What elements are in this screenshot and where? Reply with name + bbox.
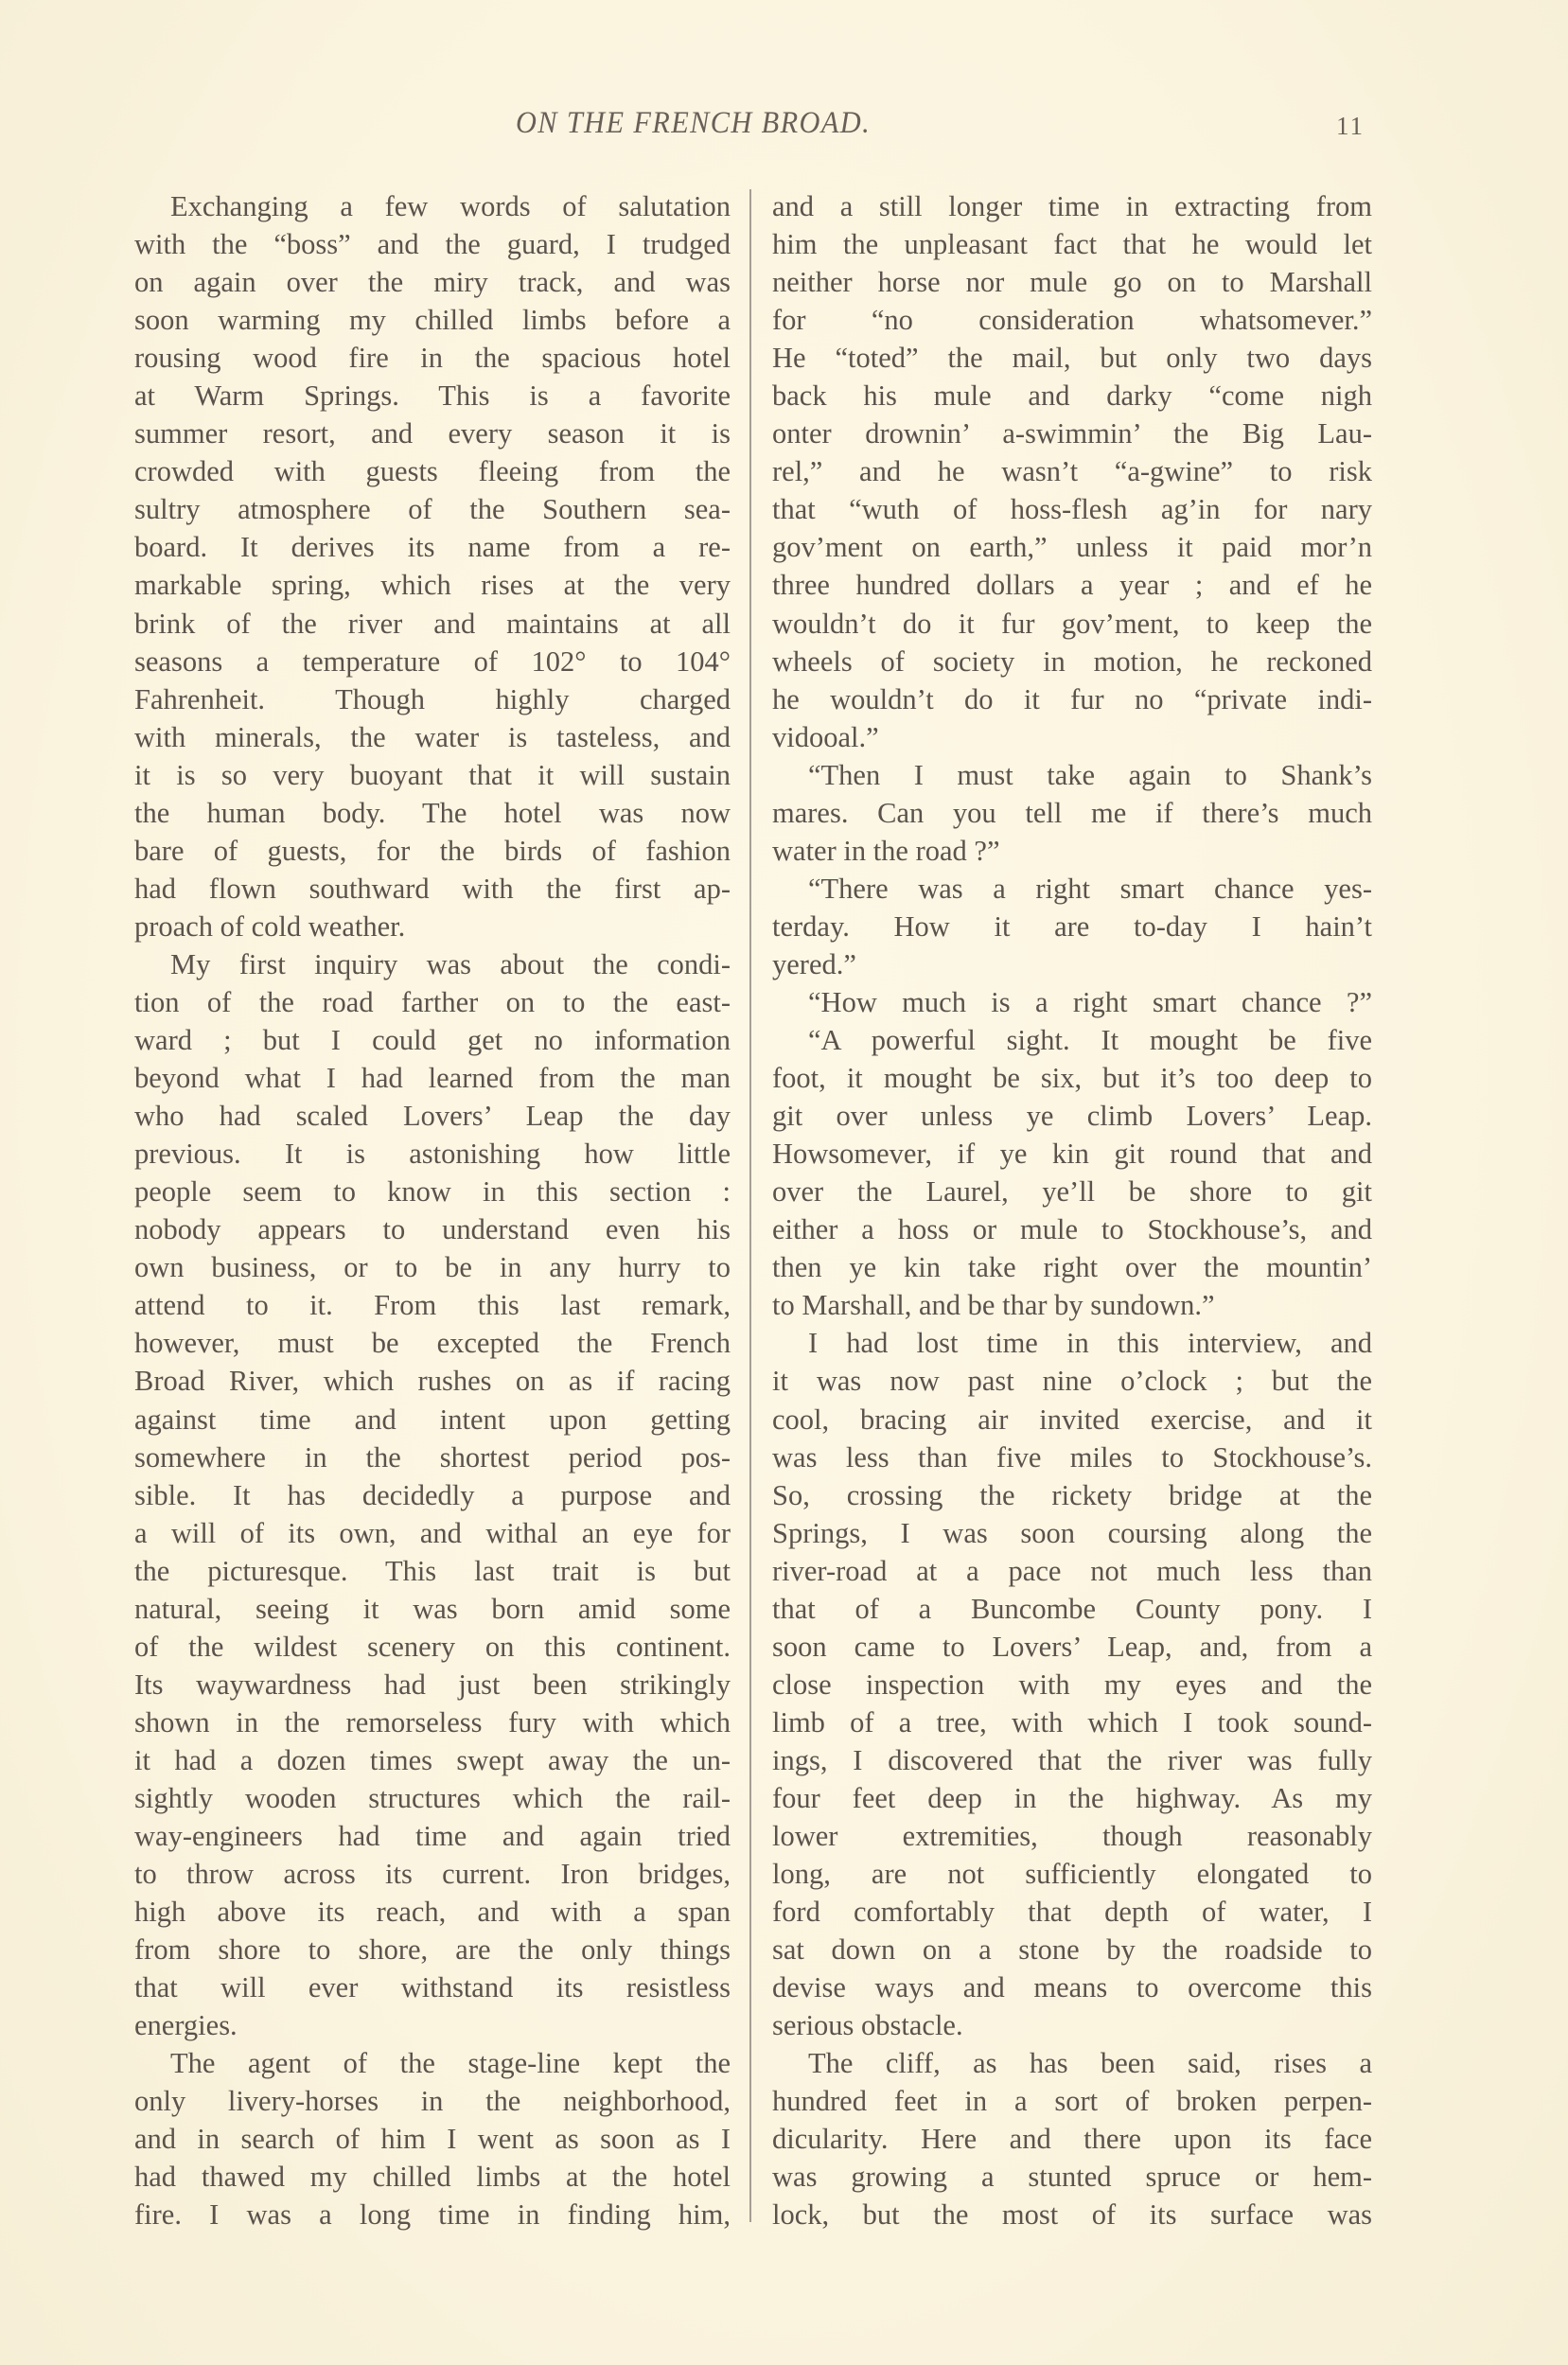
text-line: that of a Buncombe County pony. I [772, 1592, 1372, 1625]
text-line: was less than five miles to Stockhouse’s. [772, 1440, 1372, 1474]
text-line: to Marshall, and be thar by sundown.” [772, 1289, 1215, 1322]
text-line: shown in the remorseless fury with which [134, 1705, 731, 1738]
text-line: fire. I was a long time in finding him, [134, 2198, 731, 2232]
column-divider [749, 189, 751, 2222]
text-line: high above its reach, and with a span [134, 1896, 731, 1929]
text-line: four feet deep in the highway. As my [772, 1781, 1372, 1814]
text-line: and a still longer time in extracting from [772, 190, 1372, 222]
text-line: own business, or to be in any hurry to [134, 1251, 731, 1284]
text-line: Howsomever, if ye kin git round that and [772, 1138, 1372, 1171]
text-line: the human body. The hotel was now [134, 796, 731, 829]
text-line: of the wildest scenery on this continent. [134, 1630, 731, 1663]
text-line: markable spring, which rises at the very [134, 569, 731, 602]
text-line: natural, seeing it was born amid some [134, 1592, 731, 1625]
text-line: mares. Can you tell me if there’s much [772, 796, 1372, 829]
text-line: He “toted” the mail, but only two days [772, 342, 1372, 375]
text-line: and in search of him I went as soon as I [134, 2123, 731, 2156]
text-line: gov’ment on earth,” unless it paid mor’n [772, 531, 1372, 564]
text-line: hundred feet in a sort of broken perpen- [772, 2085, 1372, 2118]
text-line: that “wuth of hoss-flesh ag’in for nary [772, 493, 1372, 526]
text-line: previous. It is astonishing how little [134, 1138, 731, 1171]
text-line: The cliff, as has been said, rises a [808, 2047, 1372, 2080]
text-line: at Warm Springs. This is a favorite [134, 379, 731, 413]
text-line: Exchanging a few words of salutation [170, 190, 731, 222]
text-line: the picturesque. This last trait is but [134, 1554, 731, 1587]
text-line: river-road at a pace not much less than [772, 1554, 1372, 1587]
text-line: nobody appears to understand even his [134, 1213, 731, 1246]
text-line: So, crossing the rickety bridge at the [772, 1478, 1372, 1511]
text-line: with minerals, the water is tasteless, and [134, 720, 731, 753]
text-line: ford comfortably that depth of water, I [772, 1896, 1372, 1929]
text-line: yered.” [772, 947, 856, 980]
text-line: rel,” and he wasn’t “a-gwine” to risk [772, 455, 1372, 488]
text-line: Fahrenheit. Though highly charged [134, 682, 731, 715]
text-line: proach of cold weather. [134, 909, 406, 943]
text-line: back his mule and darky “come nigh [772, 379, 1372, 413]
text-line: “Then I must take again to Shank’s [808, 758, 1372, 791]
text-line: “How much is a right smart chance ?” [808, 985, 1372, 1018]
text-line: beyond what I had learned from the man [134, 1062, 731, 1095]
text-line: energies. [134, 2009, 238, 2042]
text-line: dicularity. Here and there upon its face [772, 2123, 1372, 2156]
text-line: board. It derives its name from a re- [134, 531, 731, 564]
text-line: My first inquiry was about the condi- [170, 947, 731, 980]
text-line: foot, it mought be six, but it’s too deep to [772, 1062, 1372, 1095]
text-line: it had a dozen times swept away the un- [134, 1743, 731, 1776]
text-line: however, must be excepted the French [134, 1327, 731, 1360]
text-line: who had scaled Lovers’ Leap the day [134, 1100, 731, 1133]
text-line: terday. How it are to-day I hain’t [772, 909, 1372, 943]
text-line: ings, I discovered that the river was fully [772, 1743, 1372, 1776]
text-line: sultry atmosphere of the Southern sea- [134, 493, 731, 526]
text-line: had thawed my chilled limbs at the hotel [134, 2161, 731, 2194]
text-line: bare of guests, for the birds of fashion [134, 834, 731, 867]
text-line: soon came to Lovers’ Leap, and, from a [772, 1630, 1372, 1663]
text-line: was growing a stunted spruce or hem- [772, 2161, 1372, 2194]
text-line: against time and intent upon getting [134, 1403, 731, 1436]
text-line: The agent of the stage-line kept the [170, 2047, 731, 2080]
text-line: cool, bracing air invited exercise, and it [772, 1403, 1372, 1436]
text-line: for “no consideration whatsomever.” [772, 304, 1372, 337]
text-line: sat down on a stone by the roadside to [772, 1933, 1372, 1967]
text-line: either a hoss or mule to Stockhouse’s, and [772, 1213, 1372, 1246]
text-line: attend to it. From this last remark, [134, 1289, 731, 1322]
text-line: wouldn’t do it fur gov’ment, to keep the [772, 607, 1372, 640]
text-line: lower extremities, though reasonably [772, 1820, 1372, 1853]
text-line: it was now past nine o’clock ; but the [772, 1365, 1372, 1398]
page-number: 11 [1336, 112, 1365, 140]
text-line: sightly wooden structures which the rail- [134, 1781, 731, 1814]
text-line: somewhere in the shortest period pos- [134, 1440, 731, 1474]
text-line: close inspection with my eyes and the [772, 1668, 1372, 1701]
text-line: Its waywardness had just been strikingly [134, 1668, 731, 1701]
text-line: with the “boss” and the guard, I trudged [134, 228, 731, 261]
text-line: had flown southward with the first ap- [134, 872, 731, 905]
text-line: it is so very buoyant that it will sustain [134, 758, 731, 791]
text-line: over the Laurel, ye’ll be shore to git [772, 1175, 1372, 1209]
text-line: wheels of society in motion, he reckoned [772, 644, 1372, 678]
text-line: to throw across its current. Iron bridges, [134, 1858, 731, 1891]
text-line: ward ; but I could get no information [134, 1024, 731, 1057]
text-line: crowded with guests fleeing from the [134, 455, 731, 488]
text-line: Springs, I was soon coursing along the [772, 1516, 1372, 1549]
text-line: onter drownin’ a-swimmin’ the Big Lau- [772, 417, 1372, 450]
text-line: him the unpleasant fact that he would let [772, 228, 1372, 261]
running-title: ON THE FRENCH BROAD. [516, 106, 872, 140]
text-line: only livery-horses in the neighborhood, [134, 2085, 731, 2118]
text-line: from shore to shore, are the only things [134, 1933, 731, 1967]
text-line: three hundred dollars a year ; and ef he [772, 569, 1372, 602]
text-line: “There was a right smart chance yes- [808, 872, 1372, 905]
text-line: git over unless ye climb Lovers’ Leap. [772, 1100, 1372, 1133]
text-line: devise ways and means to overcome this [772, 1971, 1372, 2004]
text-line: that will ever withstand its resistless [134, 1971, 731, 2004]
text-line: Broad River, which rushes on as if racing [134, 1365, 731, 1398]
text-column-left [134, 187, 731, 2234]
text-line: he wouldn’t do it fur no “private indi- [772, 682, 1372, 715]
text-line: rousing wood fire in the spacious hotel [134, 342, 731, 375]
text-line: limb of a tree, with which I took sound- [772, 1705, 1372, 1738]
text-column-right [772, 187, 1372, 2234]
text-line: seasons a temperature of 102° to 104° [134, 644, 731, 678]
text-line: vidooal.” [772, 720, 879, 753]
text-line: a will of its own, and withal an eye for [134, 1516, 731, 1549]
text-line: lock, but the most of its surface was [772, 2198, 1372, 2232]
text-line: way-engineers had time and again tried [134, 1820, 731, 1853]
text-line: on again over the miry track, and was [134, 266, 731, 299]
text-line: people seem to know in this section : [134, 1175, 731, 1209]
text-line: summer resort, and every season it is [134, 417, 731, 450]
text-line: tion of the road farther on to the east- [134, 985, 731, 1018]
text-line: soon warming my chilled limbs before a [134, 304, 731, 337]
text-line: then ye kin take right over the mountin’ [772, 1251, 1372, 1284]
text-line: water in the road ?” [772, 834, 1000, 867]
text-line: I had lost time in this interview, and [808, 1327, 1372, 1360]
text-line: long, are not sufficiently elongated to [772, 1858, 1372, 1891]
text-line: “A powerful sight. It mought be five [808, 1024, 1372, 1057]
text-line: brink of the river and maintains at all [134, 607, 731, 640]
text-line: neither horse nor mule go on to Marshall [772, 266, 1372, 299]
text-line: serious obstacle. [772, 2009, 963, 2042]
text-line: sible. It has decidedly a purpose and [134, 1478, 731, 1511]
